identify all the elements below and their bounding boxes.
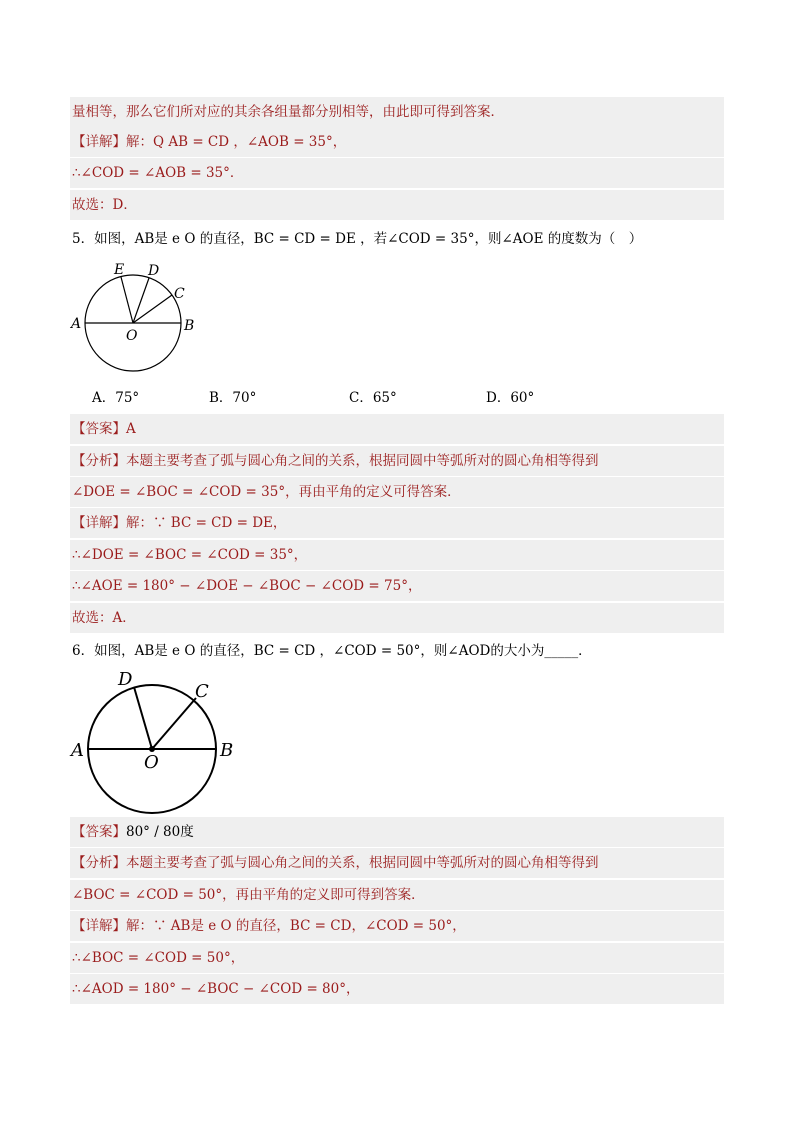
q5-stem: 5．如图，AB是 e O 的直径，BC = CD = DE ，若∠COD = 35°，则∠AOE 的度数为（ ）: [72, 231, 643, 247]
q5-radius-od: [133, 278, 149, 323]
q6-label-o: O: [144, 752, 159, 773]
q6-analysis1: 本题主要考查了弧与圆心角之间的关系，根据同圆中等弧所对的圆心角相等得到: [126, 855, 599, 871]
q6-detail-line1: [70, 911, 724, 941]
prev-detail-line: [70, 127, 724, 157]
q6-answer: 80° / 80度: [126, 824, 194, 840]
q5-label-b: B: [184, 318, 195, 334]
q5-detail-line3: ∴∠AOE = 180° − ∠DOE − ∠BOC − ∠COD = 75°，: [70, 571, 724, 601]
q5-analysis1: 本题主要考查了弧与圆心角之间的关系，根据同圆中等弧所对的圆心角相等得到: [126, 453, 599, 469]
prev-conclusion-line: ∴∠COD = ∠AOB = 35°．: [70, 158, 724, 188]
q6-label-a: A: [71, 740, 84, 761]
q6-label-b: B: [220, 740, 234, 761]
prev-analysis-line: 量相等，那么它们所对应的其余各组量都分别相等，由此即可得到答案．: [70, 97, 724, 127]
detail-tag: 【详解】: [72, 918, 126, 934]
q6-analysis-line2: ∠BOC = ∠COD = 50°，再由平角的定义即可得到答案．: [70, 880, 724, 910]
q6-figure: [68, 668, 248, 818]
q6-label-c: C: [195, 681, 209, 702]
q6-detail1: 解：∵ AB是 e O 的直径，BC = CD，∠COD = 50°，: [126, 918, 466, 934]
answer-tag: 【答案】: [72, 421, 126, 437]
q5-detail1: 解：∵ BC = CD = DE，: [126, 515, 287, 531]
answer-tag: 【答案】: [72, 824, 126, 840]
q6-analysis-line1: [70, 848, 724, 878]
q5-radius-oc: [133, 295, 172, 323]
q5-detail-line1: [70, 508, 724, 538]
q6-radius-od: [134, 687, 152, 749]
analysis-tag: 【分析】: [72, 855, 126, 871]
q5-answer: A: [126, 421, 136, 437]
q5-label-d: D: [148, 263, 160, 279]
q5-label-c: C: [174, 286, 185, 302]
q5-analysis-line2: ∠DOE = ∠BOC = ∠COD = 35°，再由平角的定义可得答案．: [70, 477, 724, 507]
q6-detail-line2: ∴∠BOC = ∠COD = 50°，: [70, 943, 724, 973]
q5-choose-line: 故选：A．: [70, 603, 724, 633]
q6-stem: 6．如图，AB是 e O 的直径，BC = CD ，∠COD = 50°，则∠AOD的大小为_____．: [72, 643, 592, 659]
detail-tag: 【详解】: [72, 515, 126, 531]
prev-choose-line: 故选：D．: [70, 190, 724, 220]
q5-figure: [68, 260, 208, 380]
q6-detail-line3: ∴∠AOD = 180° − ∠BOC − ∠COD = 80°，: [70, 974, 724, 1004]
q5-option-a[interactable]: A．75°: [92, 390, 140, 406]
q5-radius-oe: [121, 277, 133, 323]
q6-radius-oc: [152, 698, 196, 749]
q6-answer-line: [70, 817, 724, 847]
q5-answer-line: [70, 414, 724, 444]
q5-option-c[interactable]: C．65°: [349, 390, 397, 406]
q5-detail-line2: ∴∠DOE = ∠BOC = ∠COD = 35°，: [70, 540, 724, 570]
q5-option-d[interactable]: D．60°: [486, 390, 535, 406]
q5-label-e: E: [114, 262, 125, 278]
q5-label-o: O: [126, 328, 138, 344]
q5-analysis-line1: [70, 446, 724, 476]
analysis-tag: 【分析】: [72, 453, 126, 469]
q6-label-d: D: [118, 669, 133, 690]
prev-detail-text: 解：Q AB = CD ，∠AOB = 35°，: [126, 134, 347, 150]
detail-tag: 【详解】: [72, 134, 126, 150]
q5-label-a: A: [71, 316, 82, 332]
q5-option-b[interactable]: B．70°: [209, 390, 257, 406]
q5-options: [92, 386, 692, 408]
